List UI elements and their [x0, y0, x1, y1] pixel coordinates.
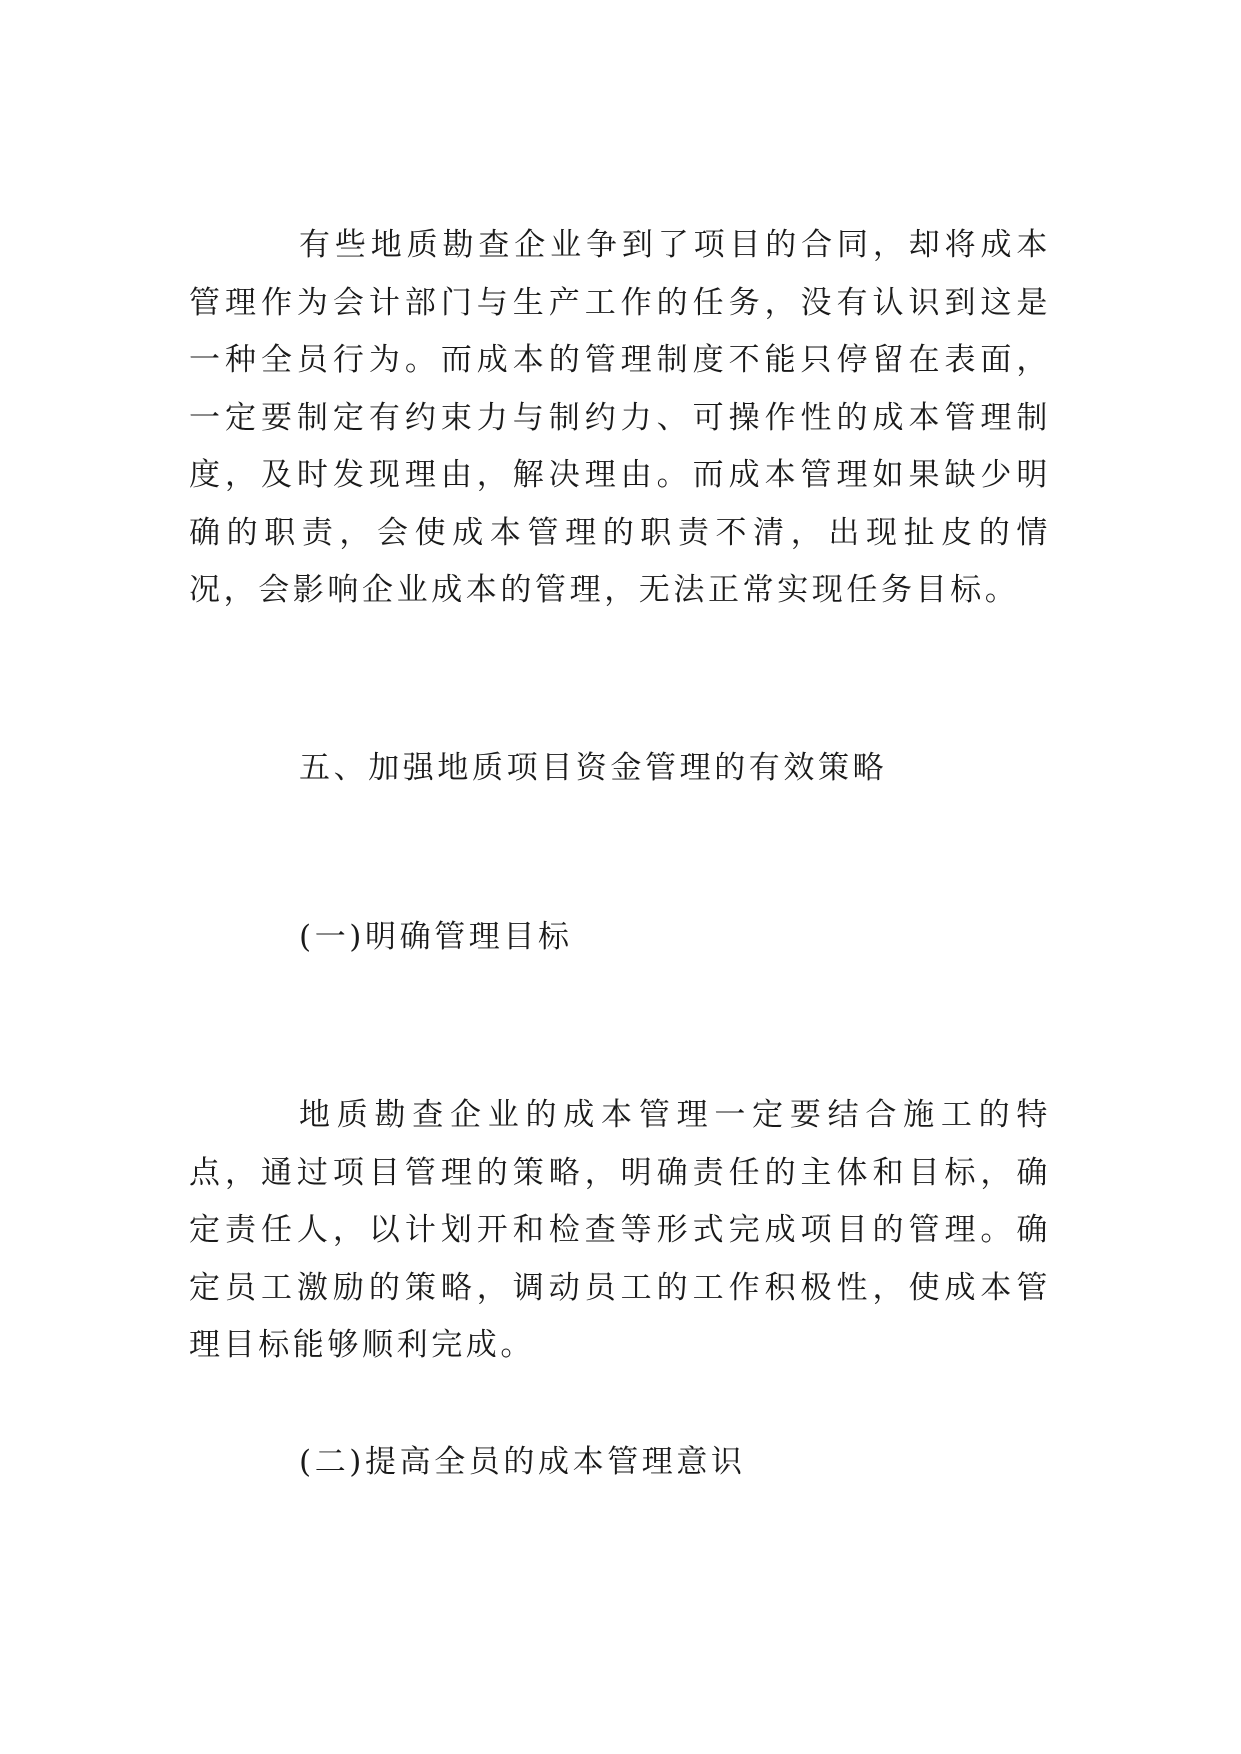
body-paragraph-management-goals: 地质勘查企业的成本管理一定要结合施工的特点，通过项目管理的策略，明确责任的主体和目标，确定责任人，以计划开和检查等形式完成项目的管理。确定员工激励的策略，调动员工的工作积极性，使成本管理目标能够顺利完成。 — [189, 1097, 1051, 1363]
body-paragraph-cost-responsibility: 有些地质勘查企业争到了项目的合同，却将成本管理作为会计部门与生产工作的任务，没有认识到这是一种全员行为。而成本的管理制度不能只停留在表面，一定要制定有约束力与制约力、可操作性的成本管理制度，及时发现理由，解决理由。而成本管理如果缺少明确的职责，会使成本管理的职责不清，出现扯皮的情况，会影响企业成本的管理，无法正常实现任务目标。 — [189, 227, 1051, 608]
subheading-clear-goals: (一)明确管理目标 — [299, 919, 573, 955]
subheading-cost-awareness: (二)提高全员的成本管理意识 — [299, 1444, 746, 1480]
section-heading: 五、加强地质项目资金管理的有效策略 — [299, 750, 888, 786]
